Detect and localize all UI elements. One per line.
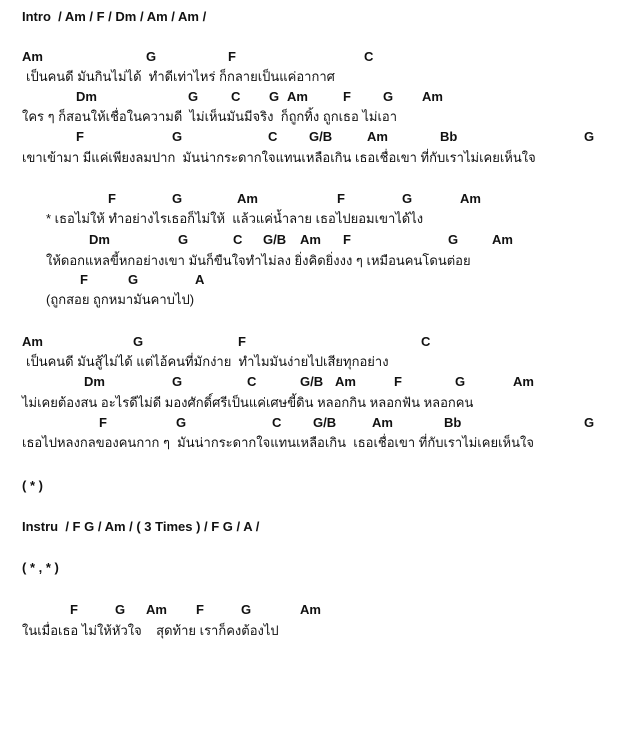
lyric-line: [0, 148, 620, 168]
chord: Am: [460, 191, 481, 206]
lyric: ไม่เคยต้องสน อะไรดีไม่ดี มองศักดิ์ศรีเป็นแค่เศษขี้ดิน หลอกกิน หลอกฟัน หลอกคน: [22, 395, 474, 410]
chord: Am: [146, 602, 167, 617]
chord: G: [584, 129, 595, 144]
chord: G/B: [313, 415, 337, 430]
chord: G/B: [300, 374, 324, 389]
repeat-chorus-line: [0, 476, 620, 496]
chord: G: [172, 374, 183, 389]
lyric: เป็นคนดี มันสู้ไม่ได้ แต่ไอ้คนที่มักง่าย ทำไมมันง่ายไปเสียทุกอย่าง: [26, 354, 389, 369]
chord: G: [269, 89, 280, 104]
chord: Am: [300, 232, 321, 247]
chord: Am: [492, 232, 513, 247]
chord: G: [115, 602, 126, 617]
lyric: เขาเข้ามา มีแค่เพียงลมปาก มันน่ากระดากใจแทนเหลือเกิน เธอเชื่อเขา ที่กับเราไม่เคยเห็นใจ: [22, 150, 536, 165]
chord: Dm: [84, 374, 105, 389]
chord-line: [0, 332, 620, 352]
chord-line: [0, 230, 620, 250]
chord: F: [108, 191, 116, 206]
chord-line: [0, 270, 620, 290]
lyric: (ถูกสอย ถูกหมามันคาบไป): [46, 292, 195, 307]
instrumental-text: Instru / F G / Am / ( 3 Times ) / F G / A /: [22, 519, 260, 534]
lyric-line: [0, 107, 620, 127]
chord: Am: [372, 415, 393, 430]
chord: Am: [237, 191, 258, 206]
chord-line: [0, 87, 620, 107]
lyric-line: [0, 352, 620, 372]
chord: F: [343, 232, 351, 247]
chord: F: [394, 374, 402, 389]
chord: F: [343, 89, 351, 104]
intro-line: [0, 7, 620, 27]
intro-text: Intro / Am / F / Dm / Am / Am /: [22, 9, 207, 24]
chord: F: [228, 49, 236, 64]
lyric: เธอไปหลงกลของคนกาก ๆ มันน่ากระดากใจแทนเหลือเกิน เธอเชื่อเขา ที่กับเราไม่เคยเห็นใจ: [22, 435, 534, 450]
chord: C: [268, 129, 278, 144]
chord: G: [402, 191, 413, 206]
chord: F: [238, 334, 246, 349]
lyric-line: [0, 621, 620, 641]
chord-line: [0, 372, 620, 392]
chord: C: [364, 49, 374, 64]
chord: G: [241, 602, 252, 617]
chord: Am: [22, 49, 43, 64]
chord: G: [172, 191, 183, 206]
chord: C: [272, 415, 282, 430]
instrumental-line: [0, 517, 620, 537]
chord: Dm: [76, 89, 97, 104]
chord: C: [231, 89, 241, 104]
chord-line: [0, 413, 620, 433]
lyric: ในเมื่อเธอ ไม่ให้หัวใจ สุดท้าย เราก็คงต้องไป: [22, 623, 279, 638]
chord: Bb: [440, 129, 458, 144]
chord: Am: [335, 374, 356, 389]
chord: Dm: [89, 232, 110, 247]
chord-line: [0, 47, 620, 67]
lyric: ใคร ๆ ก็สอนให้เชื่อในความดี ไม่เห็นมันมีจริง ก็ถูกทิ้ง ถูกเธอ ไม่เอา: [22, 109, 398, 124]
chord: F: [196, 602, 204, 617]
chord: G: [188, 89, 199, 104]
lyric: * เธอไม่ให้ ทำอย่างไรเธอก็ไม่ให้ แล้วแค่น้ำลาย เธอไปยอมเขาได้ไง: [46, 211, 424, 226]
chord: C: [421, 334, 431, 349]
lyric: เป็นคนดี มันกินไม่ได้ ทำดีเท่าไหร่ ก็กลายเป็นแค่อากาศ: [26, 69, 335, 84]
chord: G: [128, 272, 139, 287]
chord: G: [172, 129, 183, 144]
chord: F: [76, 129, 84, 144]
chord: G: [448, 232, 459, 247]
chord: Am: [22, 334, 43, 349]
chord: Am: [367, 129, 388, 144]
repeat-marker: ( * ): [22, 478, 43, 493]
chord: G: [176, 415, 187, 430]
chord: Am: [513, 374, 534, 389]
lyric-line: [0, 393, 620, 413]
lyric-line: [0, 433, 620, 453]
chord: G: [178, 232, 189, 247]
chord: G: [584, 415, 595, 430]
chord: Bb: [444, 415, 462, 430]
chord: C: [233, 232, 243, 247]
chord: G: [383, 89, 394, 104]
chord: F: [80, 272, 88, 287]
chord: Am: [422, 89, 443, 104]
chord-line: [0, 600, 620, 620]
lyric-line: [0, 290, 620, 310]
chord: C: [247, 374, 257, 389]
chord: A: [195, 272, 205, 287]
chord-line: [0, 189, 620, 209]
chord: F: [337, 191, 345, 206]
chord: G: [455, 374, 466, 389]
chord: Am: [300, 602, 321, 617]
repeat-marker: ( * , * ): [22, 560, 59, 575]
chord-line: [0, 127, 620, 147]
chord: F: [70, 602, 78, 617]
chord: G: [133, 334, 144, 349]
repeat-chorus-line: [0, 558, 620, 578]
lyric-line: [0, 209, 620, 229]
lyric-line: [0, 251, 620, 271]
chord: G: [146, 49, 157, 64]
lyric: ให้ดอกแหลขี้หกอย่างเขา มันก็ขืนใจทำไม่ลง ยิ่งคิดยิ่งงง ๆ เหมือนคนโดนต่อย: [46, 253, 471, 268]
chord: F: [99, 415, 107, 430]
chord: G/B: [263, 232, 287, 247]
lyric-line: [0, 67, 620, 87]
chord: Am: [287, 89, 308, 104]
chord: G/B: [309, 129, 333, 144]
